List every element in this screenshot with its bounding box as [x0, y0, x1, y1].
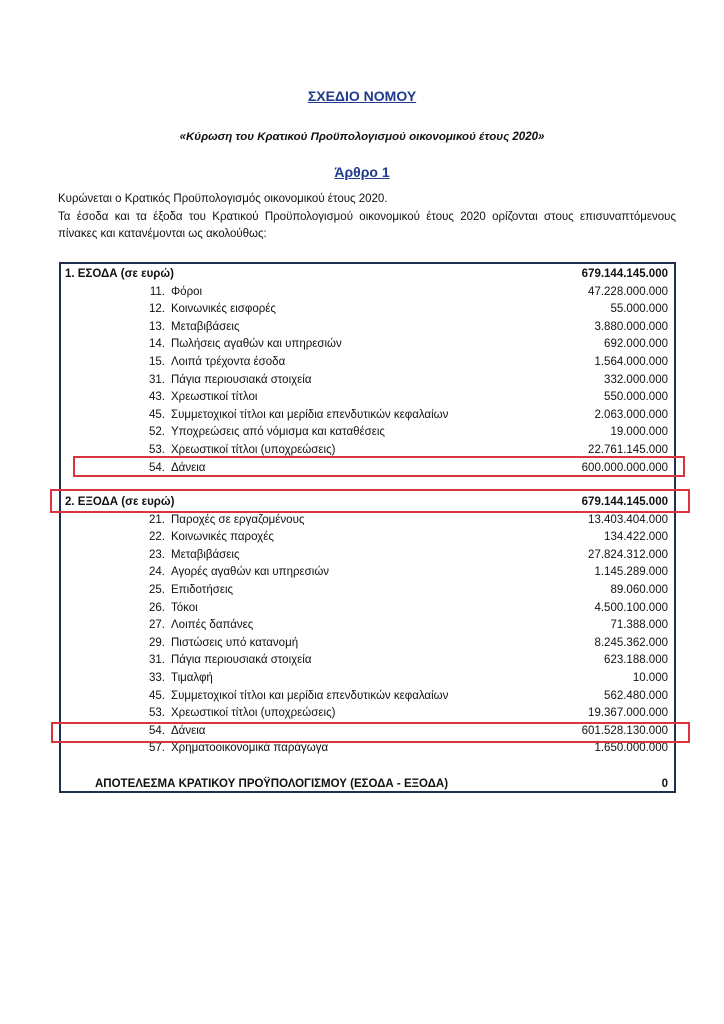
- item-amount: 13.403.404.000: [588, 513, 668, 526]
- item-code: 31.: [149, 654, 165, 667]
- item-code: 13.: [149, 320, 165, 333]
- item-amount: 134.422.000: [604, 531, 668, 544]
- item-amount: 550.000.000: [604, 391, 668, 404]
- expenses-item-row: [61, 529, 674, 546]
- item-code: 24.: [149, 566, 165, 579]
- expenses-item-row: [61, 688, 674, 705]
- item-label: Χρηματοοικονομικά παράγωγα: [171, 742, 329, 755]
- highlight-expenses-section: [50, 489, 690, 513]
- item-label: Συμμετοχικοί τίτλοι και μερίδια επενδυτικών κεφαλαίων: [171, 689, 449, 702]
- item-label: Πιστώσεις υπό κατανομή: [171, 636, 299, 649]
- item-code: 21.: [149, 513, 165, 526]
- item-label: Πωλήσεις αγαθών και υπηρεσιών: [171, 338, 342, 351]
- revenue-header-label: 1. ΕΣΟΔΑ (σε ευρώ): [65, 268, 174, 280]
- item-label: Χρεωστικοί τίτλοι: [171, 391, 258, 404]
- item-amount: 1.564.000.000: [594, 356, 668, 368]
- revenue-item-row: [61, 407, 674, 424]
- item-code: 29.: [149, 636, 165, 649]
- item-code: 15.: [149, 356, 165, 368]
- item-label: Κοινωνικές εισφορές: [171, 303, 276, 316]
- item-code: 53.: [149, 707, 165, 720]
- item-amount: 8.245.362.000: [594, 636, 668, 649]
- revenue-header-row: [61, 266, 674, 283]
- revenue-total: 679.144.145.000: [581, 268, 668, 280]
- item-code: 54.: [149, 724, 165, 737]
- revenue-item-row: [61, 319, 674, 336]
- document-subtitle: «Κύρωση του Κρατικού Προϋπολογισμού οικονομικού έτους 2020»: [179, 131, 545, 143]
- expenses-item-row: [61, 512, 674, 529]
- item-amount: 562.480.000: [604, 689, 668, 702]
- revenue-item-row: [61, 284, 674, 301]
- item-amount: 19.000.000: [610, 426, 668, 439]
- item-code: 53.: [149, 444, 165, 456]
- item-amount: 89.060.000: [610, 584, 668, 596]
- budget-table: [59, 262, 676, 793]
- expenses-item-row: [61, 635, 674, 652]
- item-amount: 19.367.000.000: [588, 707, 668, 720]
- result-amount: 0: [661, 778, 668, 790]
- item-label: Μεταβιβάσεις: [171, 320, 240, 333]
- item-label: Επιδοτήσεις: [171, 584, 234, 596]
- expenses-header-label: 2. ΕΞΟΔΑ (σε ευρώ): [65, 496, 175, 508]
- item-label: Πάγια περιουσιακά στοιχεία: [171, 373, 312, 386]
- item-label: Αγορές αγαθών και υπηρεσιών: [171, 566, 330, 579]
- item-label: Τόκοι: [171, 601, 198, 614]
- article-heading: Άρθρο 1: [334, 164, 390, 180]
- item-amount: 10.000: [632, 672, 668, 684]
- item-code: 23.: [149, 548, 165, 561]
- item-amount: 1.145.289.000: [594, 566, 668, 579]
- item-amount: 47.228.000.000: [588, 285, 668, 298]
- item-code: 11.: [149, 285, 165, 298]
- item-label: Πάγια περιουσιακά στοιχεία: [171, 654, 312, 667]
- item-code: 27.: [149, 619, 165, 632]
- item-code: 22.: [149, 531, 165, 544]
- revenue-item-row: [61, 389, 674, 406]
- result-label: ΑΠΟΤΕΛΕΣΜΑ ΚΡΑΤΙΚΟΥ ΠΡΟΫΠΟΛΟΓΙΣΜΟΥ (ΕΣΟΔΑ - ΕΞΟΔΑ): [95, 778, 449, 790]
- item-code: 25.: [149, 584, 165, 596]
- item-amount: 1.650.000.000: [594, 742, 668, 755]
- item-label: Χρεωστικοί τίτλοι (υποχρεώσεις): [171, 707, 336, 720]
- item-label: Λοιπά τρέχοντα έσοδα: [171, 356, 286, 368]
- item-code: 33.: [149, 672, 165, 684]
- revenue-item-row: [61, 424, 674, 441]
- item-label: Κοινωνικές παροχές: [171, 531, 274, 544]
- document-title: ΣΧΕΔΙΟ ΝΟΜΟΥ: [307, 88, 417, 104]
- expenses-item-row: [61, 600, 674, 617]
- budget-result-row: [61, 776, 674, 793]
- revenue-item-row: [61, 336, 674, 353]
- item-label: Τιμαλφή: [171, 672, 213, 684]
- expenses-item-row: [61, 564, 674, 581]
- item-label: Δάνεια: [171, 461, 206, 474]
- item-code: 31.: [149, 373, 165, 386]
- item-label: Μεταβιβάσεις: [171, 548, 240, 561]
- item-label: Χρεωστικοί τίτλοι (υποχρεώσεις): [171, 444, 336, 456]
- item-amount: 55.000.000: [610, 303, 668, 316]
- item-amount: 22.761.145.000: [588, 444, 668, 456]
- item-label: Συμμετοχικοί τίτλοι και μερίδια επενδυτικών κεφαλαίων: [171, 408, 449, 421]
- expenses-item-row: [61, 547, 674, 564]
- item-code: 52.: [149, 426, 165, 439]
- expenses-total: 679.144.145.000: [581, 496, 668, 508]
- item-label: Υποχρεώσεις από νόμισμα και καταθέσεις: [171, 426, 385, 439]
- paragraph-ratification: Κυρώνεται ο Κρατικός Προϋπολογισμός οικονομικού έτους 2020.: [58, 193, 388, 205]
- item-code: 12.: [149, 303, 165, 316]
- item-code: 43.: [149, 391, 165, 404]
- expenses-item-row: [61, 652, 674, 669]
- item-label: Λοιπές δαπάνες: [171, 619, 254, 632]
- item-code: 14.: [149, 338, 165, 351]
- item-label: Δάνεια: [171, 724, 206, 737]
- item-amount: 623.188.000: [604, 654, 668, 667]
- item-code: 26.: [149, 601, 165, 614]
- revenue-item-row: [61, 372, 674, 389]
- item-label: Παροχές σε εργαζομένους: [171, 513, 305, 526]
- highlight-expenses-loans: [51, 722, 690, 743]
- expenses-item-row: [61, 670, 674, 687]
- item-amount: 601.528.130.000: [581, 724, 668, 737]
- item-amount: 692.000.000: [604, 338, 668, 351]
- item-code: 45.: [149, 408, 165, 421]
- item-amount: 4.500.100.000: [594, 601, 668, 614]
- item-code: 54.: [149, 461, 165, 474]
- item-amount: 600.000.000.000: [581, 461, 668, 474]
- expenses-item-row: [61, 617, 674, 634]
- expenses-item-row: [61, 705, 674, 722]
- item-amount: 71.388.000: [610, 619, 668, 632]
- highlight-revenue-loans: [73, 456, 685, 477]
- revenue-item-row: [61, 301, 674, 318]
- expenses-item-row: [61, 582, 674, 599]
- revenue-item-row: [61, 354, 674, 371]
- item-label: Φόροι: [171, 285, 203, 298]
- item-code: 57.: [149, 742, 165, 755]
- item-amount: 3.880.000.000: [594, 320, 668, 333]
- item-amount: 332.000.000: [604, 373, 668, 386]
- item-amount: 2.063.000.000: [594, 408, 668, 421]
- item-code: 45.: [149, 689, 165, 702]
- paragraph-allocation: Τα έσοδα και τα έξοδα του Κρατικού Προϋπολογισμού οικονομικού έτους 2020 ορίζονται στους επισυναπτόμενους πίνακες και κατανέμονται ως ακολούθως:: [58, 211, 676, 240]
- item-amount: 27.824.312.000: [588, 548, 668, 561]
